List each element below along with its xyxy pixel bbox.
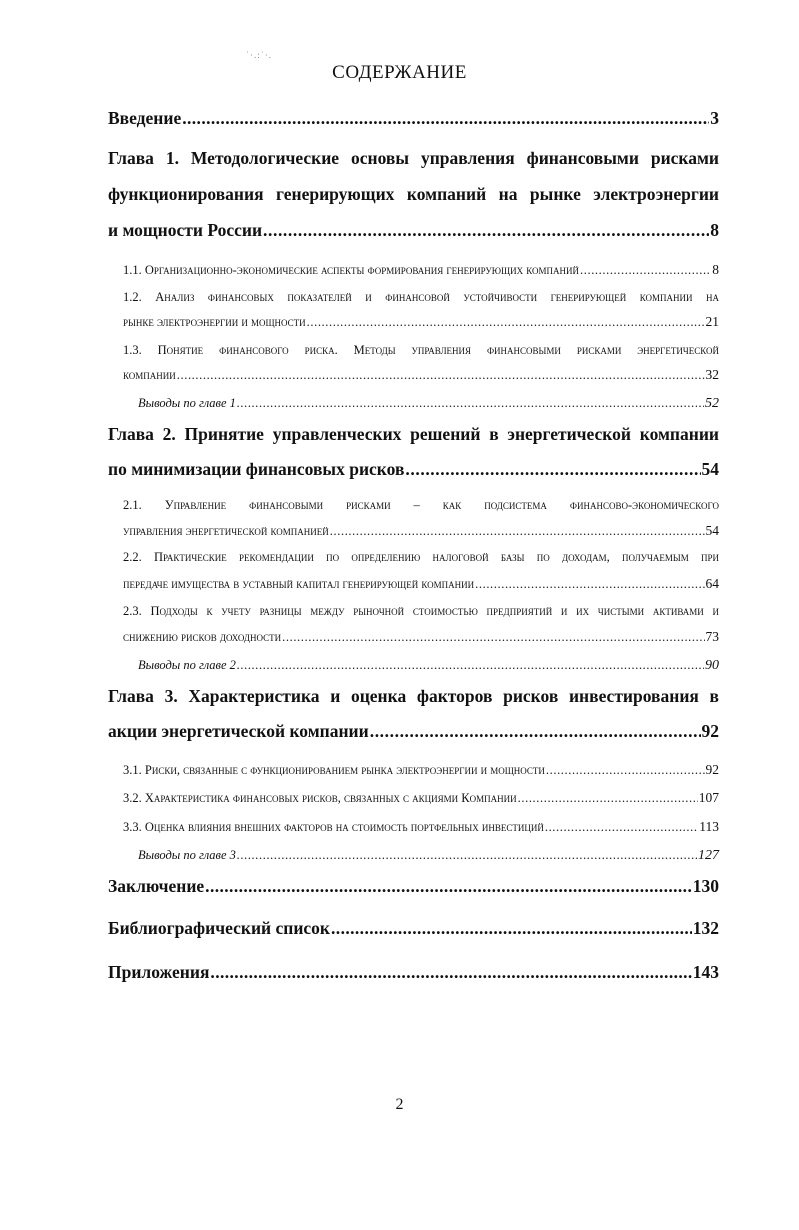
toc-page-number: 132 <box>692 918 719 938</box>
toc-page-number: 52 <box>705 396 719 411</box>
chapter-1-heading-line: функционирования генерирующих компаний на рынке электроэнергии <box>108 184 719 204</box>
toc-entry-label: компании <box>123 368 176 382</box>
toc-entry-chapter-3[interactable] <box>108 721 719 742</box>
toc-entry-label: Выводы по главе 3 <box>138 848 236 862</box>
toc-entry-section-1-3-line: 1.3. Понятие финансового риска. Методы управления финансовыми рисками энергетической <box>123 343 719 357</box>
toc-entry-appendix[interactable] <box>108 962 719 983</box>
toc-entry-label: Введение <box>108 108 182 128</box>
page-number: 2 <box>395 1096 404 1113</box>
toc-entry-label: 3.2. Характеристика финансовых рисков, связанных с акциями Компании <box>123 791 517 805</box>
dot-leader <box>546 763 705 778</box>
toc-page-number: 8 <box>710 220 719 240</box>
toc-entry-label: Заключение <box>108 876 205 896</box>
scan-specks: ˙·.:˙·. <box>246 50 272 60</box>
toc-entry-chapter-1[interactable] <box>108 220 719 241</box>
toc-page-number: 90 <box>705 658 719 673</box>
toc-entry-label: и мощности России <box>108 220 263 240</box>
toc-entry-label: акции энергетической компании <box>108 721 369 741</box>
toc-entry-section-2-1-line: 2.1. Управление финансовыми рисками – как подсистема финансово-экономического <box>123 498 719 512</box>
chapter-1-heading-line: Глава 1. Методологические основы управления финансовыми рисками <box>108 148 719 168</box>
toc-page-number: 127 <box>698 848 719 863</box>
toc-entry-chapter-2[interactable] <box>108 459 719 480</box>
toc-page-number: 21 <box>705 314 719 329</box>
dot-leader <box>405 459 700 480</box>
toc-entry-section-2-2[interactable] <box>123 576 719 592</box>
page-title: СОДЕРЖАНИЕ <box>332 62 467 83</box>
toc-entry-section-2-1[interactable] <box>123 523 719 539</box>
toc-entry-section-1-3[interactable] <box>123 367 719 383</box>
toc-page-number: 73 <box>705 629 719 644</box>
toc-entry-section-1-1[interactable] <box>123 262 719 278</box>
toc-entry-conclusions-1[interactable] <box>138 396 719 412</box>
toc-entry-label: по минимизации финансовых рисков <box>108 459 405 479</box>
toc-entry-label: Выводы по главе 2 <box>138 658 236 672</box>
dot-leader <box>205 876 692 897</box>
toc-page-number: 64 <box>705 576 719 591</box>
toc-page-number: 113 <box>699 819 719 834</box>
toc-page-number: 54 <box>705 523 719 538</box>
toc-entry-label: передаче имущества в уставный капитал генерирующей компании <box>123 577 475 591</box>
chapter-3-heading-line: Глава 3. Характеристика и оценка факторов рисков инвестирования в <box>108 686 719 706</box>
toc-entry-label: 3.1. Риски, связанные с функционированием рынка электроэнергии и мощности <box>123 763 545 777</box>
toc-entry-section-2-3[interactable] <box>123 629 719 645</box>
toc-page-number: 3 <box>710 108 719 128</box>
dot-leader <box>210 962 691 983</box>
toc-entry-conclusions-2[interactable] <box>138 658 719 674</box>
toc-page-number: 92 <box>705 762 719 777</box>
toc-entry-label: 1.1. Организационно-экономические аспекты формирования генерирующих компаний <box>123 263 580 277</box>
dot-leader <box>518 791 698 806</box>
toc-entry-section-3-3[interactable] <box>123 819 719 835</box>
dot-leader <box>370 721 701 742</box>
dot-leader <box>307 315 705 330</box>
toc-page-number: 107 <box>698 790 719 805</box>
dot-leader <box>182 108 709 129</box>
toc-entry-section-3-1[interactable] <box>123 762 719 778</box>
toc-page-number: 130 <box>692 876 719 896</box>
toc-entry-label: рынке электроэнергии и мощности <box>123 315 306 329</box>
toc-page-number: 143 <box>692 962 719 982</box>
toc-entry-label: Выводы по главе 1 <box>138 396 236 410</box>
toc-entry-section-1-2[interactable] <box>123 314 719 330</box>
toc-entry-conclusion[interactable] <box>108 876 719 897</box>
dot-leader <box>331 918 692 939</box>
dot-leader <box>580 263 711 278</box>
dot-leader <box>475 577 704 592</box>
toc-entry-section-2-2-line: 2.2. Практические рекомендации по определению налоговой базы по доходам, получаемым при <box>123 550 719 564</box>
toc-entry-label: Приложения <box>108 962 210 982</box>
toc-entry-label: снижению рисков доходности <box>123 630 282 644</box>
toc-page-number: 8 <box>712 262 719 277</box>
toc-entry-label: Библиографический список <box>108 918 331 938</box>
toc-entry-bibliography[interactable] <box>108 918 719 939</box>
toc-entry-conclusions-3[interactable] <box>138 848 719 864</box>
dot-leader <box>177 368 705 383</box>
dot-leader <box>282 630 704 645</box>
dot-leader <box>237 396 704 411</box>
toc-entry-label: 3.3. Оценка влияния внешних факторов на стоимость портфельных инвестиций <box>123 820 544 834</box>
toc-entry-intro[interactable] <box>108 108 719 129</box>
toc-entry-label: управления энергетической компанией <box>123 524 329 538</box>
chapter-2-heading-line: Глава 2. Принятие управленческих решений в энергетической компании <box>108 424 719 444</box>
dot-leader <box>263 220 709 241</box>
toc-page-number: 54 <box>701 459 719 479</box>
dot-leader <box>330 524 705 539</box>
toc-entry-section-3-2[interactable] <box>123 790 719 806</box>
toc-page-number: 32 <box>705 367 719 382</box>
dot-leader <box>237 658 704 673</box>
dot-leader <box>237 848 697 863</box>
toc-entry-section-2-3-line: 2.3. Подходы к учету разницы между рыночной стоимостью предприятий и их чистыми активами и <box>123 604 719 618</box>
toc-entry-section-1-2-line: 1.2. Анализ финансовых показателей и финансовой устойчивости генерирующей компании на <box>123 290 719 304</box>
toc-page-number: 92 <box>701 721 719 741</box>
dot-leader <box>545 820 698 835</box>
